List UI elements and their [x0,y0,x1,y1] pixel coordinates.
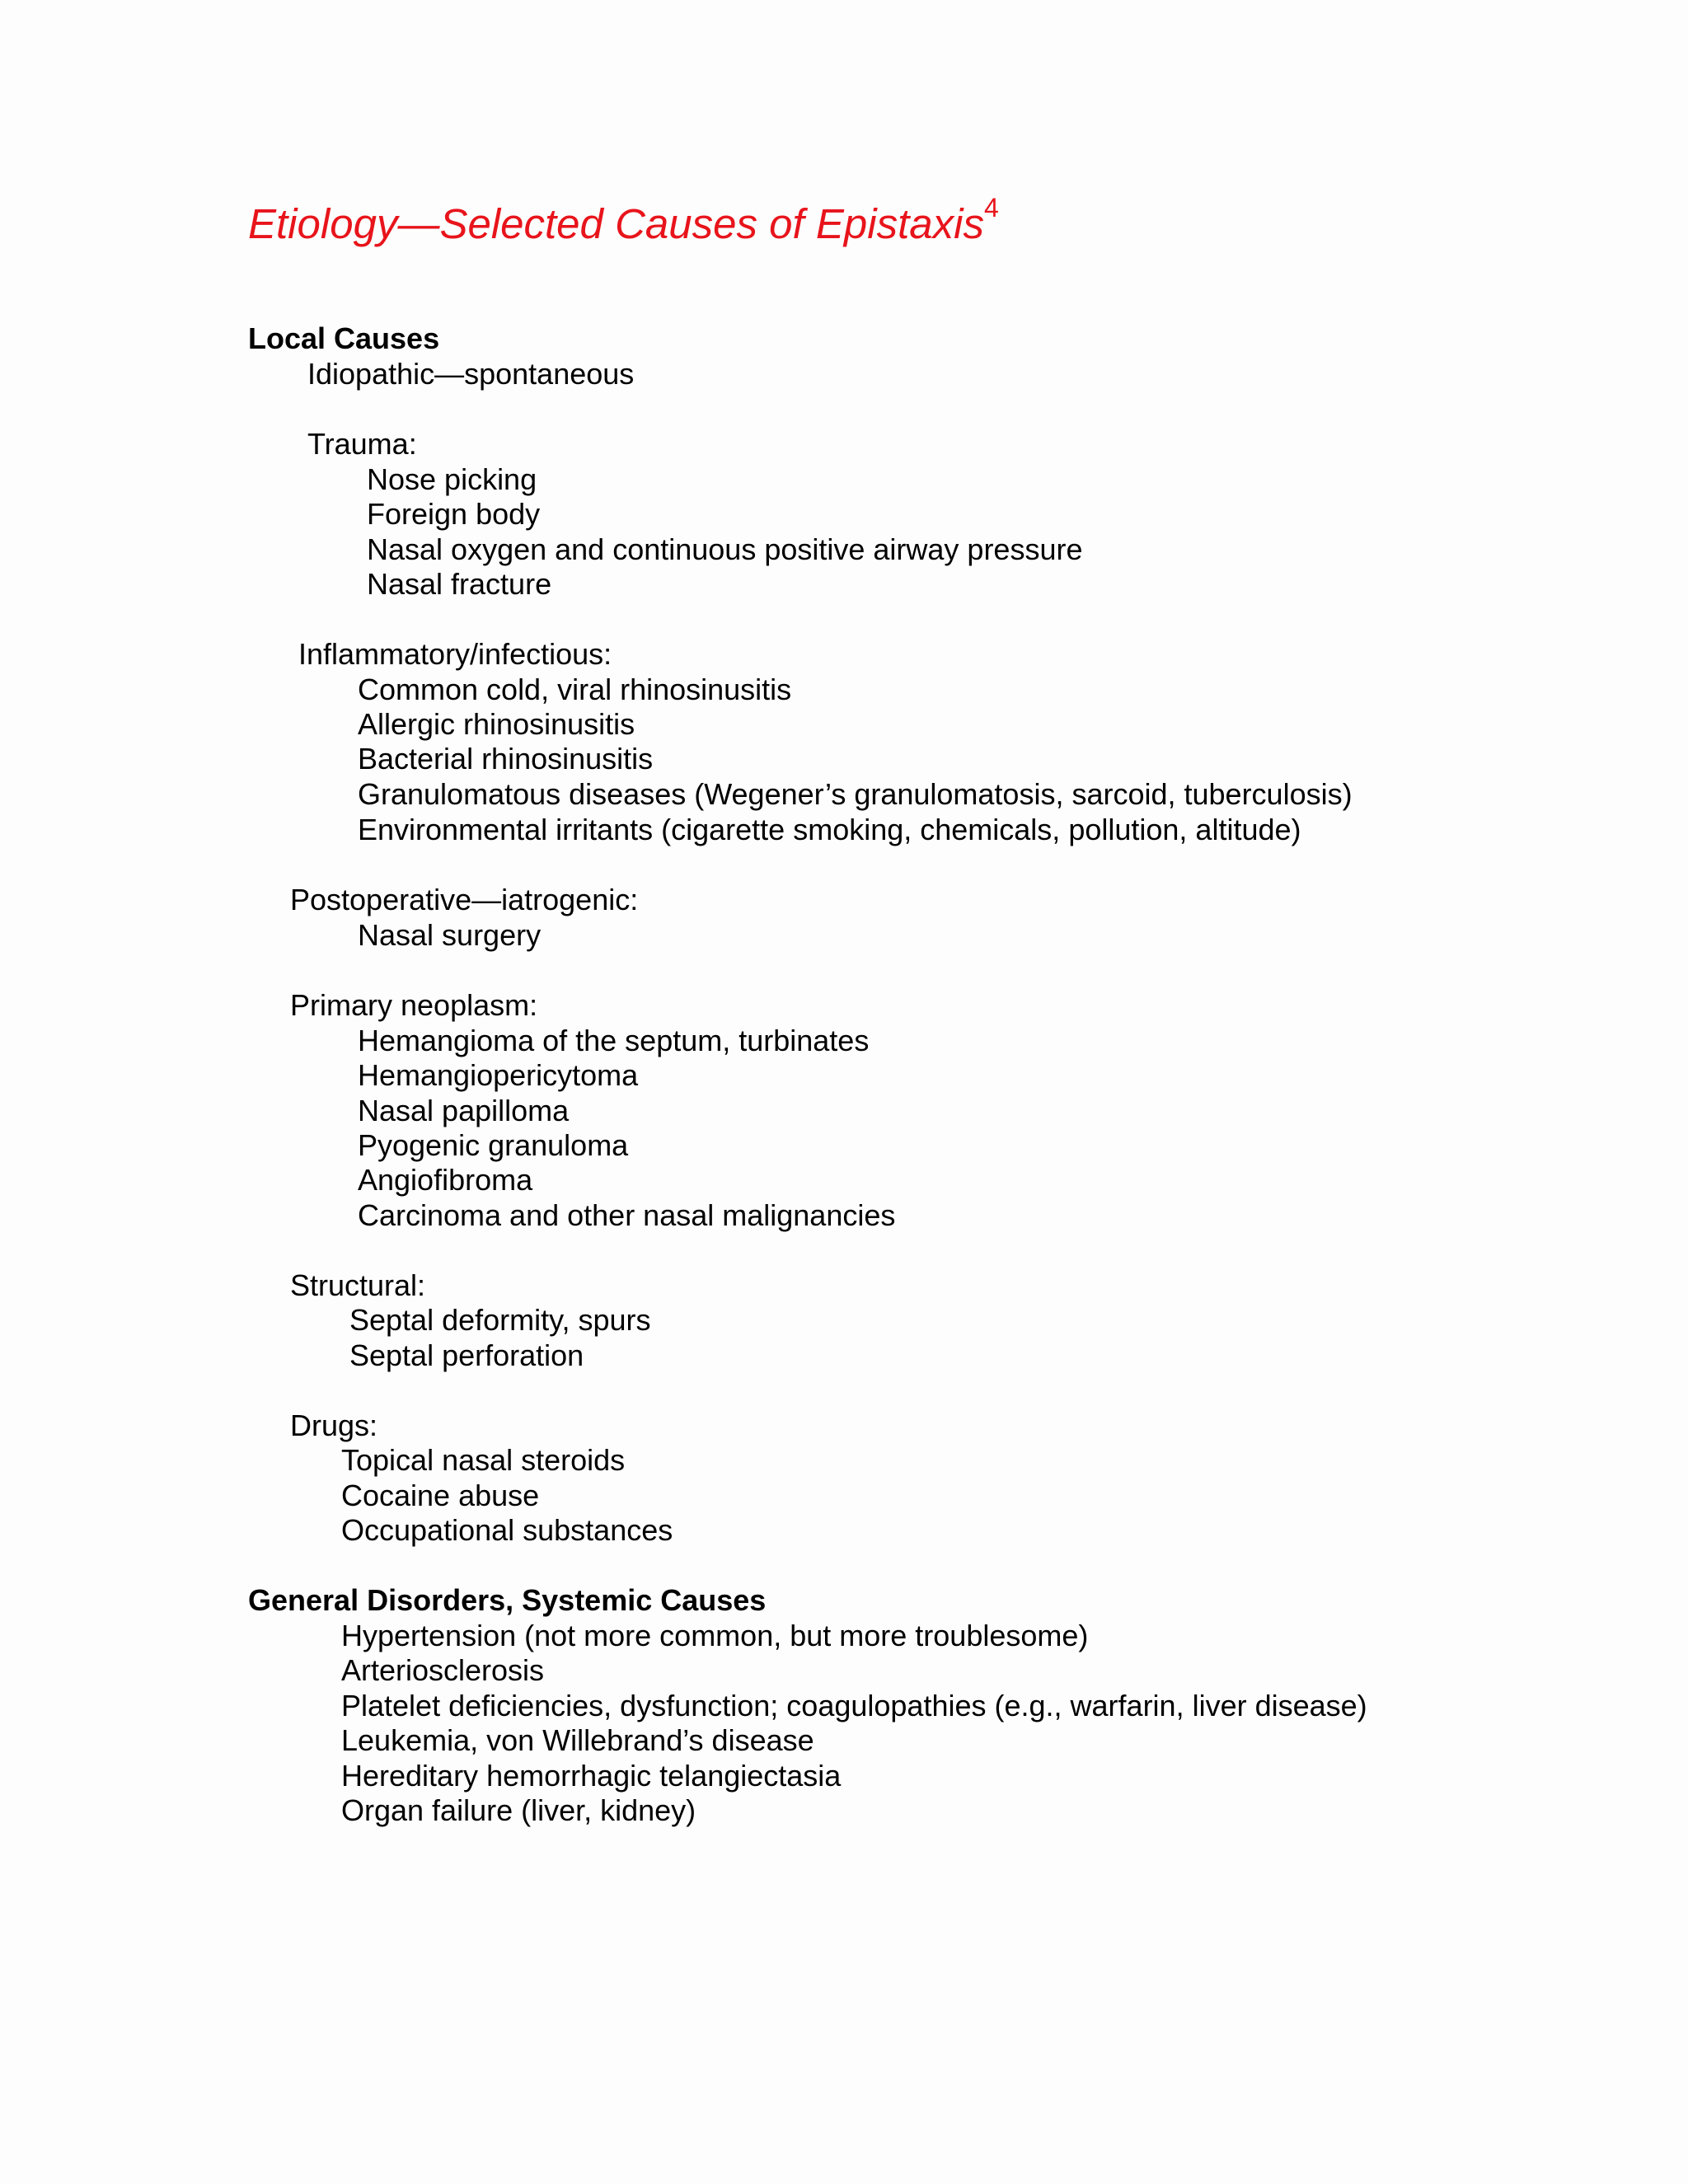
category-label-inflammatory: Inflammatory/infectious: [298,637,612,671]
list-item-drugs: Occupational substances [341,1513,673,1547]
category-idiopathic: Idiopathic—spontaneous [307,357,635,391]
section-heading-systemic-causes: General Disorders, Systemic Causes [248,1583,767,1617]
list-item-inflammatory: Bacterial rhinosinusitis [358,742,654,776]
list-item-neoplasm: Nasal papilloma [358,1094,570,1127]
list-item-drugs: Cocaine abuse [341,1479,540,1512]
category-label-postoperative: Postoperative—iatrogenic: [290,883,639,916]
section-heading-local-causes: Local Causes [248,321,440,355]
list-item-trauma: Nasal oxygen and continuous positive airway pressure [367,532,1083,566]
list-item-trauma: Nasal fracture [367,567,552,601]
list-item-postoperative: Nasal surgery [358,918,542,952]
title-text: Etiology—Selected Causes of Epistaxis [248,200,984,247]
list-item-systemic: Organ failure (liver, kidney) [341,1793,696,1827]
category-label-structural: Structural: [290,1268,426,1302]
list-item-systemic: Platelet deficiencies, dysfunction; coagulopathies (e.g., warfarin, liver disease) [341,1689,1367,1722]
list-item-trauma: Nose picking [367,462,537,496]
title-footnote-reference: 4 [983,193,999,223]
page-title [248,193,999,251]
list-item-systemic: Hypertension (not more common, but more troublesome) [341,1619,1089,1652]
list-item-neoplasm: Pyogenic granuloma [358,1128,629,1162]
list-item-neoplasm: Hemangioma of the septum, turbinates [358,1024,870,1057]
list-item-systemic: Hereditary hemorrhagic telangiectasia [341,1759,842,1793]
list-item-structural: Septal deformity, spurs [349,1303,651,1337]
list-item-trauma: Foreign body [367,497,541,531]
list-item-drugs: Topical nasal steroids [341,1443,626,1477]
list-item-structural: Septal perforation [349,1338,584,1372]
category-label-drugs: Drugs: [290,1408,378,1442]
list-item-neoplasm: Angiofibroma [358,1163,533,1197]
list-item-inflammatory: Allergic rhinosinusitis [358,707,635,741]
list-item-neoplasm: Carcinoma and other nasal malignancies [358,1198,896,1232]
list-item-systemic: Leukemia, von Willebrand’s disease [341,1723,814,1757]
list-item-neoplasm: Hemangiopericytoma [358,1058,639,1092]
list-item-inflammatory: Common cold, viral rhinosinusitis [358,673,792,706]
category-label-neoplasm: Primary neoplasm: [290,988,538,1022]
list-item-systemic: Arteriosclerosis [341,1653,545,1687]
list-item-inflammatory: Environmental irritants (cigarette smoking, chemicals, pollution, altitude) [358,813,1301,846]
category-label-trauma: Trauma: [307,427,417,461]
list-item-inflammatory: Granulomatous diseases (Wegener’s granulomatosis, sarcoid, tuberculosis) [358,777,1353,811]
